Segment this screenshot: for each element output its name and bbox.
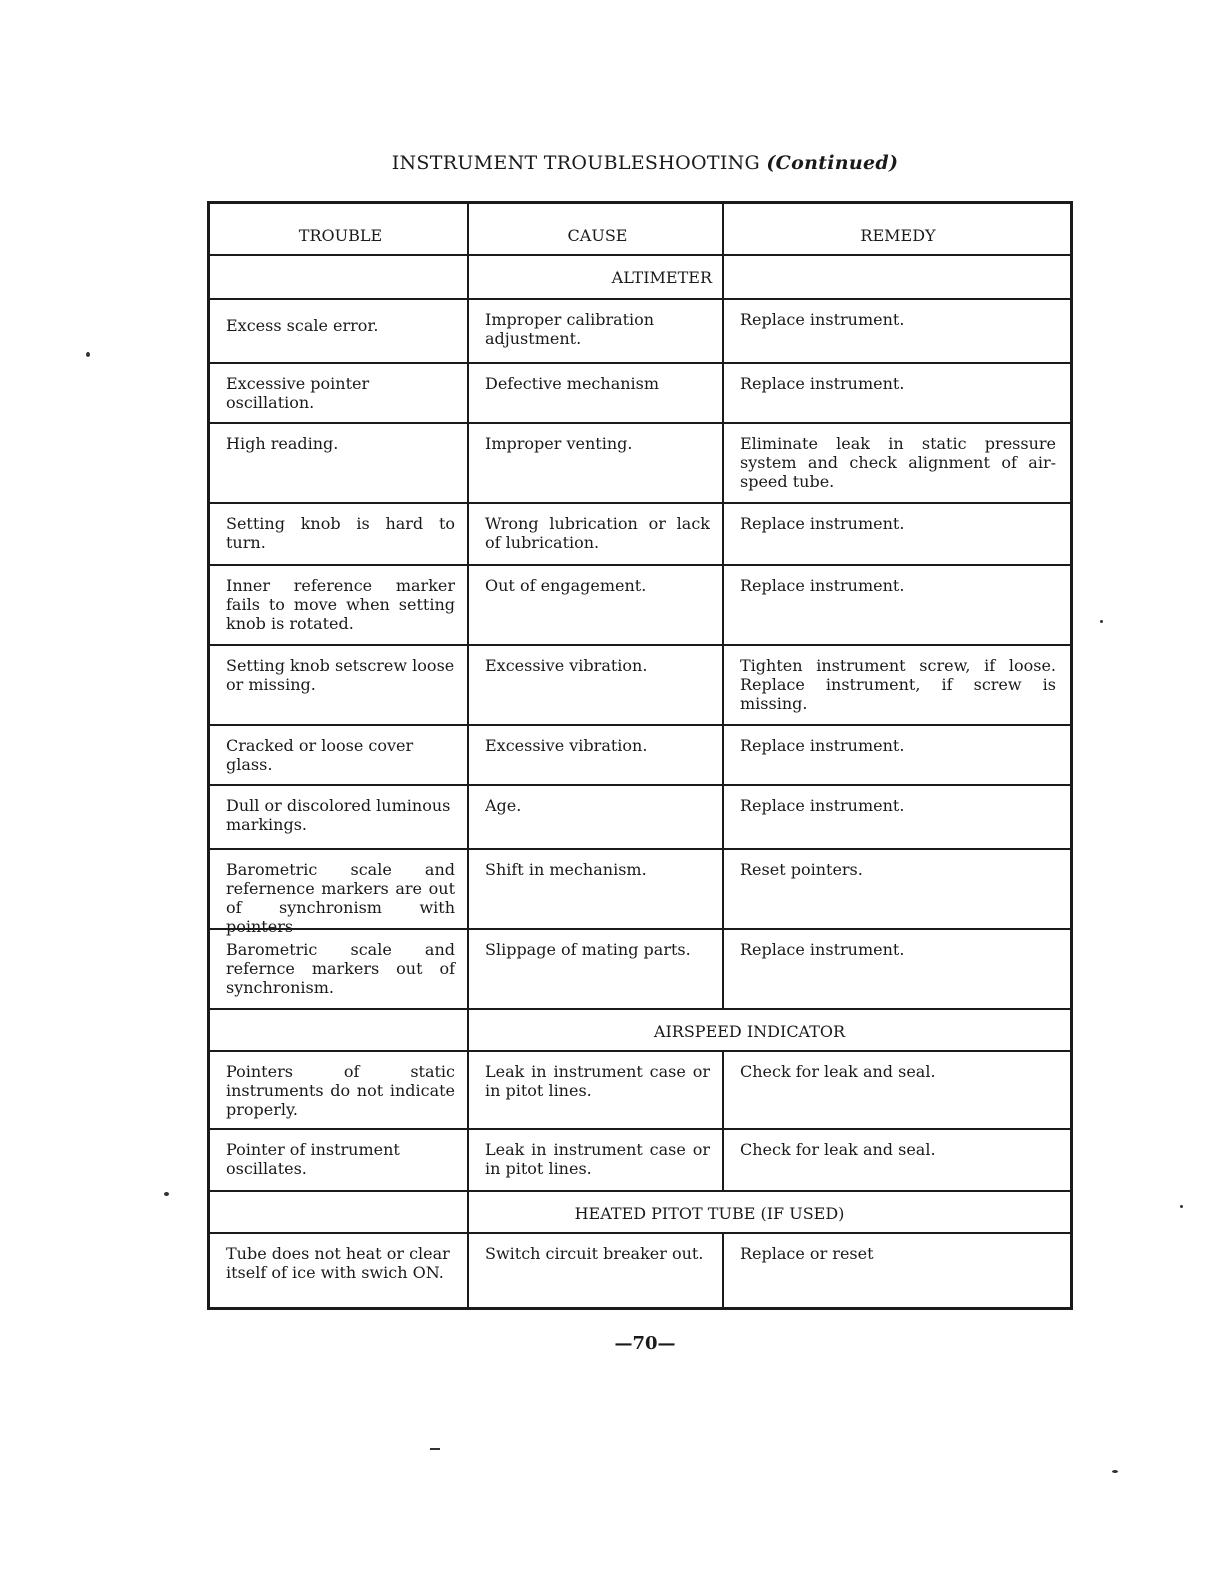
table-row	[210, 364, 1070, 424]
scan-speck	[1100, 620, 1103, 623]
cause-cell: Age.	[469, 786, 724, 848]
trouble-cell: Dull or discolored luminous markings.	[210, 786, 469, 848]
header-trouble: TROUBLE	[210, 204, 469, 254]
remedy-cell: Replace instrument.	[740, 514, 905, 533]
table-row	[210, 786, 1070, 850]
remedy-cell: Eliminate leak in static pressure system and check alignment of air-speed tube.	[740, 434, 1056, 491]
remedy-cell: Replace instrument.	[740, 796, 905, 815]
cause-cell: Out of engagement.	[469, 566, 724, 644]
cause-cell: Switch circuit breaker out.	[469, 1234, 724, 1307]
table-row	[210, 850, 1070, 936]
remedy-cell: Replace instrument.	[740, 374, 905, 393]
trouble-cell: Tube does not heat or clear itself of ice with swich ON.	[210, 1234, 469, 1307]
trouble-cell: Setting knob setscrew loose or missing.	[210, 646, 469, 724]
trouble-cell: Barometric scale and refernce markers out of synchronism.	[210, 930, 469, 1008]
page-title-text: INSTRUMENT TROUBLESHOOTING	[391, 152, 761, 174]
remedy-cell: Replace instrument.	[740, 940, 905, 959]
remedy-cell: Reset pointers.	[740, 860, 863, 879]
header-cause: CAUSE	[469, 204, 724, 254]
cause-cell: Leak in instrument case or in pitot lines.	[469, 1130, 724, 1190]
remedy-cell: Replace or reset	[740, 1244, 874, 1263]
remedy-cell: Replace instrument.	[740, 310, 905, 329]
table-row	[210, 646, 1070, 726]
table-row	[210, 504, 1070, 566]
section-name: ALTIMETER	[469, 256, 724, 298]
trouble-cell: Pointers of static instruments do not indicate properly.	[210, 1052, 469, 1128]
scan-speck	[430, 1448, 440, 1450]
scan-speck	[86, 352, 90, 357]
cause-cell: Excessive vibration.	[469, 646, 724, 724]
cause-cell: Improper calibration adjustment.	[469, 300, 724, 362]
scan-speck	[164, 1192, 169, 1196]
remedy-cell: Replace instrument.	[740, 576, 905, 595]
cause-cell: Slippage of mating parts.	[469, 930, 724, 1008]
remedy-cell: Check for leak and seal.	[740, 1062, 936, 1081]
scan-speck	[1112, 1470, 1118, 1473]
trouble-cell: Excess scale error.	[210, 300, 469, 362]
trouble-cell: Setting knob is hard to turn.	[210, 504, 469, 564]
table-row	[210, 1052, 1070, 1130]
page-title	[0, 152, 1212, 174]
header-remedy: REMEDY	[860, 226, 936, 245]
scan-speck	[1180, 1205, 1183, 1208]
trouble-cell: Barometric scale and refernence markers are out of synchronism with pointers	[210, 850, 469, 928]
page-number: —70—	[614, 1333, 676, 1354]
section-row-altimeter	[210, 256, 1070, 300]
trouble-cell: High reading.	[210, 424, 469, 502]
section-name: HEATED PITOT TUBE (IF USED)	[574, 1204, 845, 1223]
remedy-cell: Replace instrument.	[740, 736, 905, 755]
section-row-heated-pitot-tube	[210, 1192, 1070, 1234]
remedy-cell: Check for leak and seal.	[740, 1140, 936, 1159]
table-row	[210, 300, 1070, 364]
cause-cell: Leak in instrument case or in pitot lines.	[469, 1052, 724, 1128]
section-row-airspeed-indicator	[210, 1010, 1070, 1052]
table-row	[210, 424, 1070, 504]
table-row	[210, 566, 1070, 646]
remedy-cell: Tighten instrument screw, if loose. Replace instrument, if screw is missing.	[740, 656, 1056, 713]
cause-cell: Defective mechanism	[469, 364, 724, 422]
troubleshooting-table	[207, 201, 1073, 1310]
trouble-cell: Pointer of instrument oscillates.	[210, 1130, 469, 1190]
cause-cell: Wrong lubrication or lack of lubrication.	[469, 504, 724, 564]
cause-cell: Improper venting.	[469, 424, 724, 502]
table-row	[210, 726, 1070, 786]
trouble-cell: Inner reference marker fails to move when setting knob is rotated.	[210, 566, 469, 644]
trouble-cell: Cracked or loose cover glass.	[210, 726, 469, 784]
table-header-row	[210, 204, 1070, 256]
table-row	[210, 1130, 1070, 1192]
trouble-cell: Excessive pointer oscillation.	[210, 364, 469, 422]
cause-cell: Shift in mechanism.	[469, 850, 724, 928]
section-name: AIRSPEED INDICATOR	[653, 1022, 846, 1041]
table-row	[210, 1234, 1070, 1307]
cause-cell: Excessive vibration.	[469, 726, 724, 784]
page-title-suffix: (Continued)	[766, 152, 899, 174]
table-row	[210, 930, 1070, 1010]
